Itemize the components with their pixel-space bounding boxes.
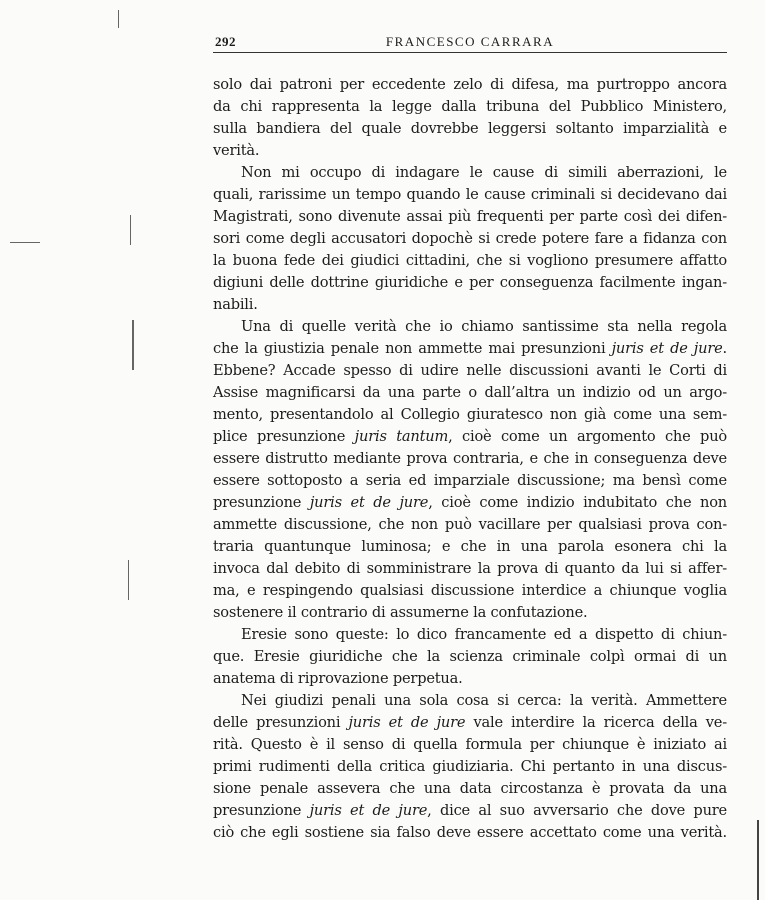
text-line bbox=[213, 602, 727, 624]
text-segment: la buona fede dei giudici cittadini, che si vogliono presumere affatto bbox=[213, 252, 727, 269]
text-segment: ma, e respingendo qualsiasi discussione interdice a chiunque voglia bbox=[213, 582, 727, 599]
text-line bbox=[213, 624, 727, 646]
text-segment: da chi rappresenta la legge dalla tribuna del Pubblico Ministero, bbox=[213, 98, 727, 115]
text-line bbox=[213, 74, 727, 96]
text-segment: traria quantunque luminosa; e che in una parola esonera chi la bbox=[213, 538, 727, 555]
text-line bbox=[213, 404, 727, 426]
text-segment: sori come degli accusatori dopochè si crede potere fare a fidanza con bbox=[213, 230, 727, 247]
text-segment: ciò che egli sostiene sia falso deve essere accettato come una verità. bbox=[213, 824, 727, 841]
scan-mark bbox=[128, 560, 129, 600]
text-segment: sostenere il contrario di assumerne la confutazione. bbox=[213, 604, 588, 621]
text-line bbox=[213, 426, 727, 448]
text-line bbox=[213, 646, 727, 668]
scan-mark bbox=[130, 215, 131, 245]
page-number: 292 bbox=[215, 34, 236, 49]
text-line bbox=[213, 228, 727, 250]
text-line bbox=[213, 668, 727, 690]
text-line bbox=[213, 118, 727, 140]
text-segment: , cioè come indizio indubitato che non bbox=[428, 494, 727, 511]
text-line bbox=[213, 162, 727, 184]
text-line bbox=[213, 580, 727, 602]
text-line bbox=[213, 756, 727, 778]
text-line bbox=[213, 382, 727, 404]
text-line bbox=[213, 140, 727, 162]
text-segment: Eresie sono queste: lo dico francamente ed a dispetto di chiun- bbox=[241, 626, 727, 643]
text-segment: Una di quelle verità che io chiamo santissime sta nella regola bbox=[241, 318, 727, 335]
text-segment: digiuni delle dottrine giuridiche e per conseguenza facilmente ingan- bbox=[213, 274, 727, 291]
page-edge bbox=[757, 820, 759, 900]
text-line bbox=[213, 536, 727, 558]
text-segment: . bbox=[722, 340, 727, 357]
text-line bbox=[213, 184, 727, 206]
scan-mark bbox=[132, 320, 134, 370]
text-segment: Assise magnificarsi da una parte o dall’altra un indizio od un argo- bbox=[213, 384, 727, 401]
text-line bbox=[213, 690, 727, 712]
text-segment: quali, rarissime un tempo quando le cause criminali si decidevano dai bbox=[213, 186, 727, 203]
scan-mark bbox=[10, 242, 40, 243]
text-segment: que. Eresie giuridiche che la scienza criminale colpì ormai di un bbox=[213, 648, 727, 665]
text-line bbox=[213, 558, 727, 580]
text-line bbox=[213, 514, 727, 536]
text-segment: plice presunzione bbox=[213, 428, 355, 445]
text-segment: nabili. bbox=[213, 296, 258, 313]
text-segment: sione penale assevera che una data circostanza è provata da una bbox=[213, 780, 727, 797]
text-line bbox=[213, 360, 727, 382]
text-segment: sulla bandiera del quale dovrebbe leggersi soltanto imparzialità e bbox=[213, 120, 727, 137]
text-segment: , cioè come un argomento che può bbox=[448, 428, 727, 445]
text-line bbox=[213, 250, 727, 272]
latin-term: juris et de jure bbox=[309, 494, 429, 511]
text-segment: invoca dal debito di somministrare la prova di quanto da lui si affer- bbox=[213, 560, 727, 577]
text-segment: presunzione bbox=[213, 494, 310, 511]
text-line bbox=[213, 272, 727, 294]
text-segment: Non mi occupo di indagare le cause di simili aberrazioni, le bbox=[241, 164, 727, 181]
text-segment: vale interdire la ricerca della ve- bbox=[465, 714, 727, 731]
latin-term: juris et de jure bbox=[611, 340, 723, 357]
text-line bbox=[213, 448, 727, 470]
text-line bbox=[213, 206, 727, 228]
text-segment: essere distrutto mediante prova contraria, e che in conseguenza deve bbox=[213, 450, 727, 467]
text-line bbox=[213, 96, 727, 118]
text-line bbox=[213, 822, 727, 844]
text-segment: Magistrati, sono divenute assai più frequenti per parte così dei difen- bbox=[213, 208, 727, 225]
latin-term: juris et de jure bbox=[309, 802, 428, 819]
text-segment: primi rudimenti della critica giudiziaria. Chi pertanto in una discus- bbox=[213, 758, 727, 775]
latin-term: juris tantum bbox=[354, 428, 449, 445]
text-segment: presunzione bbox=[213, 802, 310, 819]
text-segment: solo dai patroni per eccedente zelo di difesa, ma purtroppo ancora bbox=[213, 76, 727, 93]
running-header bbox=[213, 30, 727, 53]
text-segment: Ebbene? Accade spesso di udire nelle discussioni avanti le Corti di bbox=[213, 362, 727, 379]
text-segment: che la giustizia penale non ammette mai presunzioni bbox=[213, 340, 612, 357]
text-segment: Nei giudizi penali una sola cosa si cerca: la verità. Ammettere bbox=[241, 692, 727, 709]
text-segment: verità. bbox=[213, 142, 260, 159]
text-line bbox=[213, 492, 727, 514]
text-line bbox=[213, 294, 727, 316]
text-segment: mento, presentandolo al Collegio giuratesco non già come una sem- bbox=[213, 406, 727, 423]
text-line bbox=[213, 712, 727, 734]
text-line bbox=[213, 338, 727, 360]
text-line bbox=[213, 470, 727, 492]
text-segment: delle presunzioni bbox=[213, 714, 349, 731]
text-line bbox=[213, 778, 727, 800]
text-segment: , dice al suo avversario che dove pure bbox=[427, 802, 727, 819]
running-head: FRANCESCO CARRARA bbox=[385, 34, 555, 49]
text-segment: essere sottoposto a seria ed imparziale discussione; ma bensì come bbox=[213, 472, 727, 489]
text-segment: rità. Questo è il senso di quella formula per chiunque è iniziato ai bbox=[213, 736, 727, 753]
text-segment: anatema di riprovazione perpetua. bbox=[213, 670, 463, 687]
text-segment: ammette discussione, che non può vacillare per qualsiasi prova con- bbox=[213, 516, 727, 533]
body-text bbox=[213, 74, 727, 844]
scan-mark bbox=[118, 10, 119, 28]
text-line bbox=[213, 734, 727, 756]
latin-term: juris et de jure bbox=[348, 714, 466, 731]
text-line bbox=[213, 316, 727, 338]
text-line bbox=[213, 800, 727, 822]
